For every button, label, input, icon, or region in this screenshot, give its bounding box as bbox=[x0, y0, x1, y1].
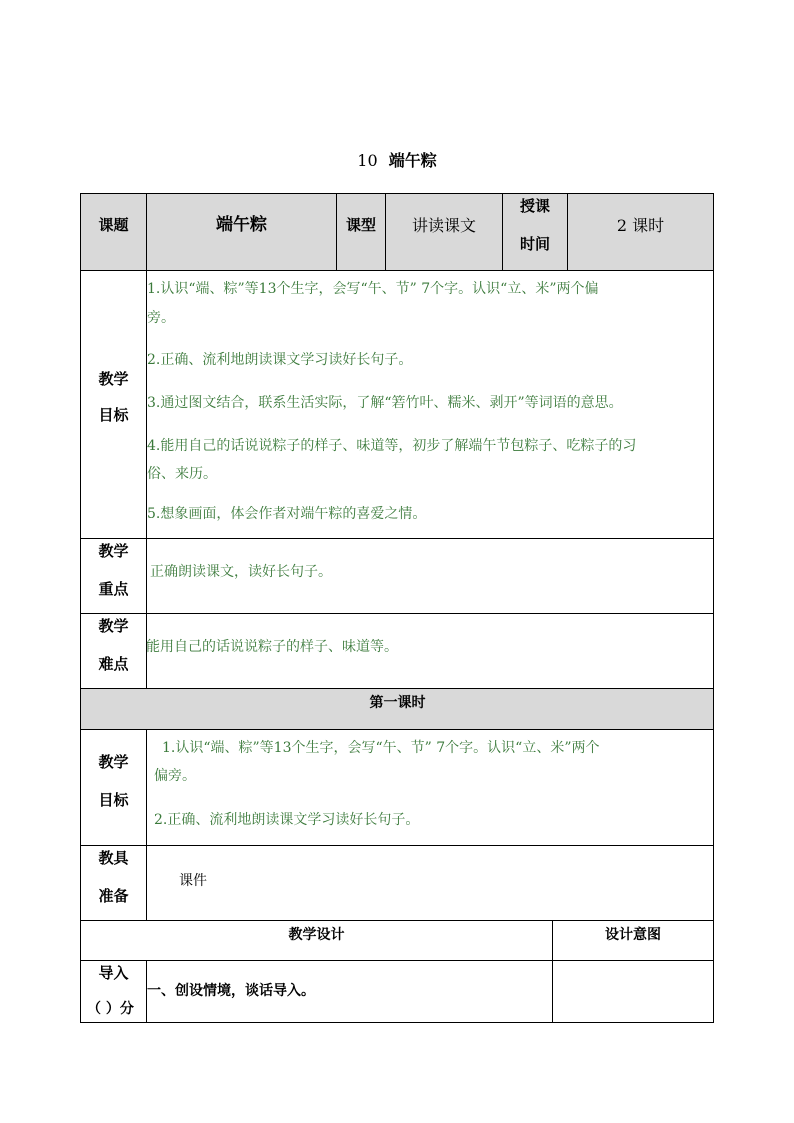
topic-value: 端午粽 bbox=[216, 215, 267, 235]
lesson-name: 端午粽 bbox=[388, 151, 437, 170]
time-label-1: 授课 bbox=[519, 197, 550, 215]
time-value: 2 课时 bbox=[616, 216, 665, 235]
topic-label: 课题 bbox=[98, 216, 129, 234]
goal-item-3: 3.通过图文结合，联系生活实际，了解“箬竹叶、糯米、剥开”等词语的意思。 bbox=[147, 395, 623, 411]
rule bbox=[146, 729, 147, 921]
goals-label-1: 教学 bbox=[98, 370, 129, 388]
focus-text: 正确朗读课文，读好长句子。 bbox=[150, 564, 332, 580]
design-heading: 教学设计 bbox=[288, 927, 345, 943]
goals-label-2: 目标 bbox=[98, 406, 129, 424]
lesson1-heading: 第一课时 bbox=[369, 695, 426, 711]
rule bbox=[80, 1022, 714, 1023]
rule bbox=[80, 920, 714, 921]
intro-label-1: 导入 bbox=[98, 964, 129, 982]
difficulty-label-2: 难点 bbox=[98, 655, 129, 673]
tools-label-1: 教具 bbox=[98, 849, 129, 867]
focus-label-1: 教学 bbox=[98, 542, 129, 560]
goal-item-1: 1.认识“端、粽”等13个生字，会写“午、节” 7个字。认识“立、米”两个偏 bbox=[147, 281, 599, 297]
page-title bbox=[0, 148, 794, 171]
difficulty-text: 能用自己的话说说粽子的样子、味道等。 bbox=[146, 639, 398, 655]
rule bbox=[80, 729, 714, 730]
tools-text: 课件 bbox=[179, 873, 207, 889]
lesson1-goal-line-1: 1.认识“端、粽”等13个生字，会写“午、节” 7个字。认识“立、米”两个 bbox=[162, 740, 600, 756]
rule bbox=[80, 538, 714, 539]
tools-label-2: 准备 bbox=[98, 887, 129, 905]
type-label: 课型 bbox=[345, 216, 376, 234]
lesson1-goal-line-2: 偏旁。 bbox=[154, 768, 196, 784]
goal-item-2: 2.正确、流利地朗读课文学习读好长句子。 bbox=[147, 352, 413, 368]
intent-heading: 设计意图 bbox=[605, 927, 661, 943]
goal-item-1b: 旁。 bbox=[147, 310, 175, 326]
lesson1-goal-line-3: 2.正确、流利地朗读课文学习读好长句子。 bbox=[154, 812, 420, 828]
goal-item-4b: 俗、来历。 bbox=[147, 466, 217, 482]
lesson1-goals-label-1: 教学 bbox=[98, 753, 129, 771]
goal-item-4: 4.能用自己的话说说粽子的样子、味道等，初步了解端午节包粽子、吃粽子的习 bbox=[147, 438, 637, 454]
rule bbox=[80, 960, 714, 961]
rule bbox=[80, 688, 714, 689]
focus-label-2: 重点 bbox=[98, 580, 129, 598]
time-label-2: 时间 bbox=[519, 235, 550, 253]
lesson1-goals-label-2: 目标 bbox=[98, 791, 129, 809]
rule bbox=[713, 193, 714, 1023]
rule bbox=[80, 845, 714, 846]
type-value: 讲读课文 bbox=[411, 216, 476, 235]
intro-text: 一、创设情境，谈话导入。 bbox=[147, 983, 315, 999]
intro-label-2: （ ）分 bbox=[87, 1001, 134, 1017]
difficulty-label-1: 教学 bbox=[98, 617, 129, 635]
lesson-number: 10 bbox=[357, 151, 378, 170]
rule bbox=[80, 193, 714, 194]
goal-item-5: 5.想象画面，体会作者对端午粽的喜爱之情。 bbox=[147, 506, 427, 522]
rule bbox=[80, 270, 714, 271]
rule bbox=[80, 613, 714, 614]
